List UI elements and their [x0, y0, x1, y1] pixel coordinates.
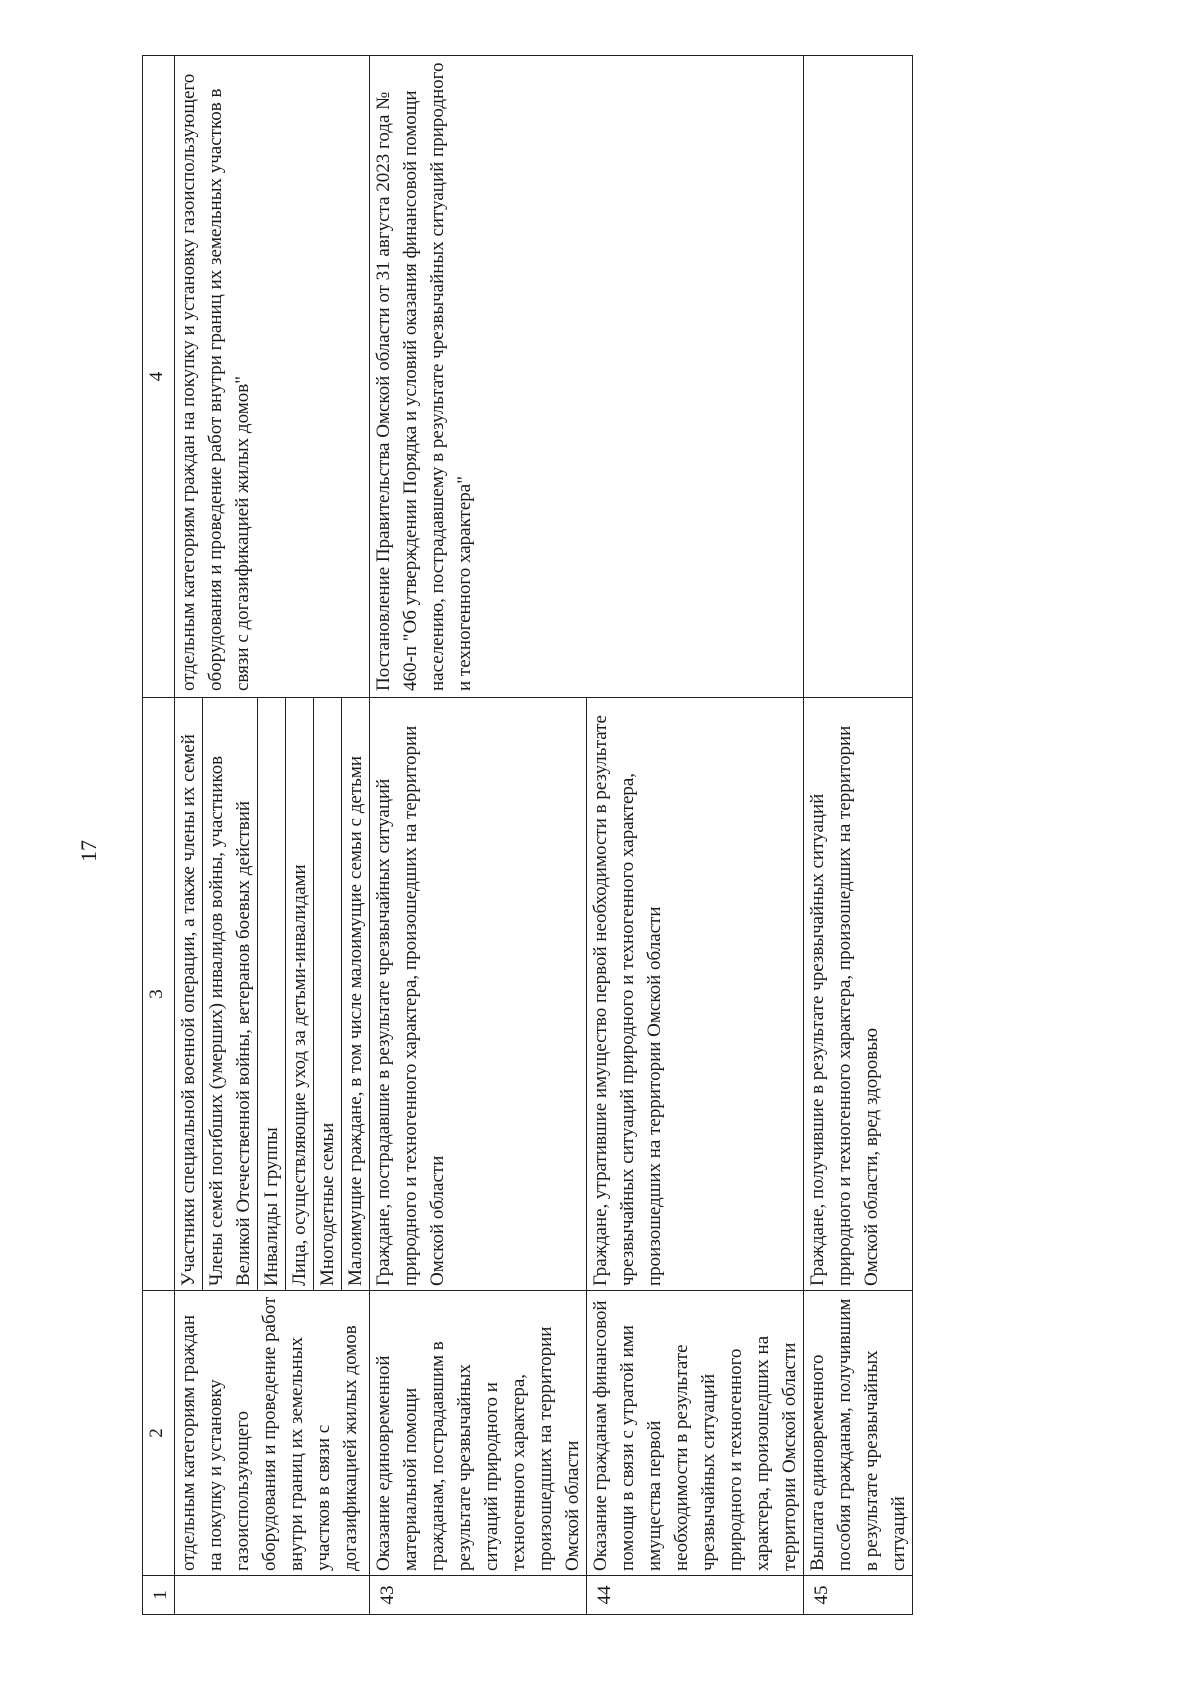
service-name-cell: [587, 1291, 804, 1576]
legal-act-cell: [370, 56, 804, 698]
page-number: 17: [76, 840, 101, 862]
row-number: 45: [804, 1576, 913, 1615]
service-name: Оказание гражданам финансовой помощи в связи с утратой ими имущества первой необходимости в результате чрезвычайных ситуаций природного и техногенного характера, произошедших на территории Омской области: [590, 1300, 800, 1571]
recipient-cell: Граждане, утратившие имущество первой необходимости в результате чрезвычайных ситуаций природного и техногенного характера, произошедших на территории Омской области: [587, 698, 804, 1291]
recipient-cell: Инвалиды I группы: [258, 698, 286, 1291]
service-name-cell: [804, 1291, 913, 1576]
table-row: [370, 56, 587, 1615]
service-name-cell: [370, 1291, 587, 1576]
col-header-3: 3: [143, 698, 175, 1291]
legal-act-cell: [175, 56, 370, 698]
col-header-4: 4: [143, 56, 175, 698]
recipient-cell: Лица, осуществляющие уход за детьми-инвалидами: [286, 698, 314, 1291]
legal-act-cell: [804, 56, 913, 698]
row-number: 43: [370, 1576, 587, 1615]
table-row: [804, 56, 913, 1615]
col-header-1: 1: [143, 1576, 175, 1615]
service-name: Оказание единовременной материальной помощи гражданам, пострадавшим в результате чрезвычайных ситуаций природного и техногенного характера, произошедших на территории Омской области: [373, 1326, 583, 1571]
recipient-cell: Малоимущие граждане, в том числе малоимущие семьи с детьми: [342, 698, 370, 1291]
rotated-table-wrapper: [142, 55, 1142, 1615]
table-header-row: [143, 56, 175, 1615]
service-name: Выплата единовременного пособия гражданам, получившим в результате чрезвычайных ситуаций: [807, 1298, 909, 1571]
service-name: отдельным категориям граждан на покупку и установку газоиспользующего оборудования и проведение работ внутри границ их земельных участков в связи с догазификацией жилых домов: [178, 1296, 361, 1571]
service-name-cell: [175, 1291, 370, 1576]
legal-act: отдельным категориям граждан на покупку и установку газоиспользующего оборудования и проведение работ внутри границ их земельных участков в связи с догазификацией жилых домов": [178, 73, 253, 691]
recipient-cell: Участники специальной военной операции, а также члены их семей: [175, 698, 203, 1291]
row-number: 44: [587, 1576, 804, 1615]
services-table: [142, 55, 913, 1615]
recipient-cell: Многодетные семьи: [314, 698, 342, 1291]
recipient-cell: Члены семей погибших (умерших) инвалидов войны, участников Великой Отечественной войны, ветеранов боевых действий: [203, 698, 258, 1291]
legal-act: Постановление Правительства Омской области от 31 августа 2023 года № 460-п "Об утверждении Порядка и условий оказания финансовой помощи населению, пострадавшему в результате чрезвычайных ситуаций природного и техногенного характера": [373, 62, 475, 691]
recipient-cell: Граждане, пострадавшие в результате чрезвычайных ситуаций природного и техногенного характера, произошедших на территории Омской области: [370, 698, 587, 1291]
row-number: [175, 1576, 370, 1615]
table-row: [175, 56, 203, 1615]
recipient-cell: Граждане, получившие в результате чрезвычайных ситуаций природного и техногенного характера, произошедших на территории Омской области, вред здоровью: [804, 698, 913, 1291]
col-header-2: 2: [143, 1291, 175, 1576]
